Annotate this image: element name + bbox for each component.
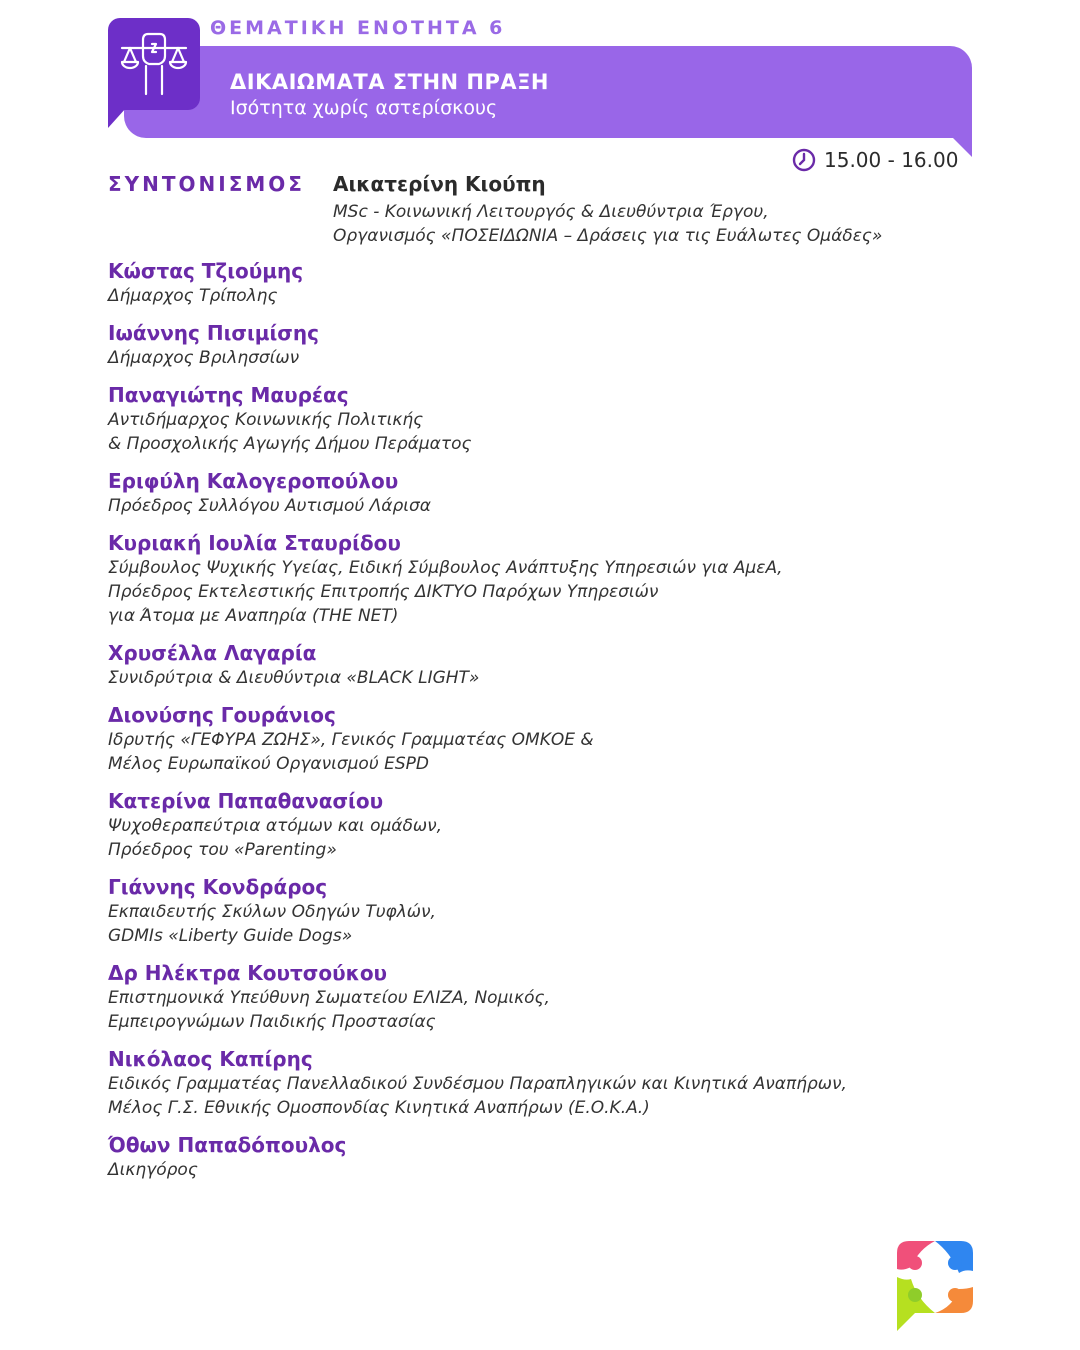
moderation-label: ΣΥΝΤΟΝΙΣΜΟΣ [108, 172, 305, 196]
speaker-name: Κατερίνα Παπαθανασίου [108, 789, 384, 813]
speaker-role: Δήμαρχος Βριλησσίων [108, 348, 300, 368]
speaker-role: Μέλος Γ.Σ. Εθνικής Ομοσπονδίας Κινητικά Αναπήρων (Ε.Ο.Κ.Α.) [108, 1098, 650, 1118]
theme-icon-box [108, 18, 200, 110]
people-circle-chat-logo [893, 1237, 977, 1335]
speaker-item [108, 258, 847, 308]
speaker-item [108, 874, 847, 948]
section-label: ΘΕΜΑΤΙΚΗ ΕΝΟΤΗΤΑ 6 [210, 17, 506, 39]
speaker-role: Ειδικός Γραμματέας Πανελλαδικού Συνδέσμου Παραπληγικών και Κινητικά Αναπήρων, [108, 1074, 847, 1094]
speaker-name: Ιωάννης Πισιμίσης [108, 321, 319, 345]
speaker-role: Μέλος Ευρωπαϊκού Οργανισμού ESPD [108, 754, 429, 774]
speaker-role: Πρόεδρος του «Parenting» [108, 840, 337, 860]
speaker-role: Δικηγόρος [108, 1160, 198, 1180]
speaker-name: Παναγιώτης Μαυρέας [108, 383, 349, 407]
speaker-item [108, 1132, 847, 1182]
speaker-item [108, 320, 847, 370]
speaker-role: Πρόεδρος Συλλόγου Αυτισμού Λάρισα [108, 496, 431, 516]
session-title: ΔΙΚΑΙΩΜΑΤΑ ΣΤΗΝ ΠΡΑΞΗ [230, 70, 549, 94]
speaker-name: Κώστας Τζιούμης [108, 259, 304, 283]
speaker-role: & Προσχολικής Αγωγής Δήμου Περάματος [108, 434, 472, 454]
speaker-role: για Άτομα με Αναπηρία (THE NET) [108, 606, 399, 626]
speaker-name: Χρυσέλλα Λαγαρία [108, 641, 317, 665]
speaker-name: Εριφύλη Καλογεροπούλου [108, 469, 399, 493]
session-time [792, 148, 958, 172]
speaker-role: Ψυχοθεραπεύτρια ατόμων και ομάδων, [108, 816, 443, 836]
speaker-item [108, 640, 847, 690]
speaker-role: Πρόεδρος Εκτελεστικής Επιτροπής ΔΙΚΤΥΟ Παρόχων Υπηρεσιών [108, 582, 659, 602]
speaker-item [108, 468, 847, 518]
moderator [333, 172, 882, 248]
time-range: 15.00 - 16.00 [824, 148, 959, 172]
speaker-name: Γιάννης Κονδράρος [108, 875, 328, 899]
speaker-item [108, 702, 847, 776]
moderator-role-line: Οργανισμός «ΠΟΣΕΙΔΩΝΙΑ – Δράσεις για τις Ευάλωτες Ομάδες» [333, 226, 883, 246]
speaker-role: Αντιδήμαρχος Κοινωνικής Πολιτικής [108, 410, 424, 430]
speaker-name: Νικόλαος Καπίρης [108, 1047, 313, 1071]
speaker-name: Δρ Ηλέκτρα Κουτσούκου [108, 961, 388, 985]
session-subtitle: Ισότητα χωρίς αστερίσκους [230, 97, 498, 119]
speaker-role: Επιστημονικά Υπεύθυνη Σωματείου ΕΛΙΖΑ, Νομικός, [108, 988, 550, 1008]
speaker-item [108, 1046, 847, 1120]
speaker-name: Όθων Παπαδόπουλος [108, 1133, 347, 1157]
icon-box-tail [108, 108, 126, 128]
speaker-name: Διονύσης Γουράνιος [108, 703, 336, 727]
speaker-name: Κυριακή Ιουλία Σταυρίδου [108, 531, 401, 555]
speaker-role: Ιδρυτής «ΓΕΦΥΡΑ ΖΩΗΣ», Γενικός Γραμματέας ΟΜΚΟΕ & [108, 730, 594, 750]
speaker-role: Δήμαρχος Τρίπολης [108, 286, 278, 306]
speaker-role: GDMIs «Liberty Guide Dogs» [108, 926, 353, 946]
speaker-role: Εκπαιδευτής Σκύλων Οδηγών Τυφλών, [108, 902, 436, 922]
speaker-role: Συνιδρύτρια & Διευθύντρια «BLACK LIGHT» [108, 668, 480, 688]
moderator-role-line: MSc - Κοινωνική Λειτουργός & Διευθύντρια Έργου, [333, 202, 769, 222]
speaker-item [108, 960, 847, 1034]
moderator-name: Αικατερίνη Κιούπη [333, 172, 546, 196]
speaker-role: Εμπειρογνώμων Παιδικής Προστασίας [108, 1012, 436, 1032]
speaker-role: Σύμβουλος Ψυχικής Υγείας, Ειδική Σύμβουλος Ανάπτυξης Υπηρεσιών για ΑμεΑ, [108, 558, 783, 578]
speaker-item [108, 382, 847, 456]
justice-fist-scales-icon [116, 26, 192, 102]
speaker-list [108, 258, 847, 1194]
speaker-item [108, 530, 847, 628]
speaker-item [108, 788, 847, 862]
organizer-logo [893, 1237, 977, 1339]
clock-icon [792, 148, 816, 172]
